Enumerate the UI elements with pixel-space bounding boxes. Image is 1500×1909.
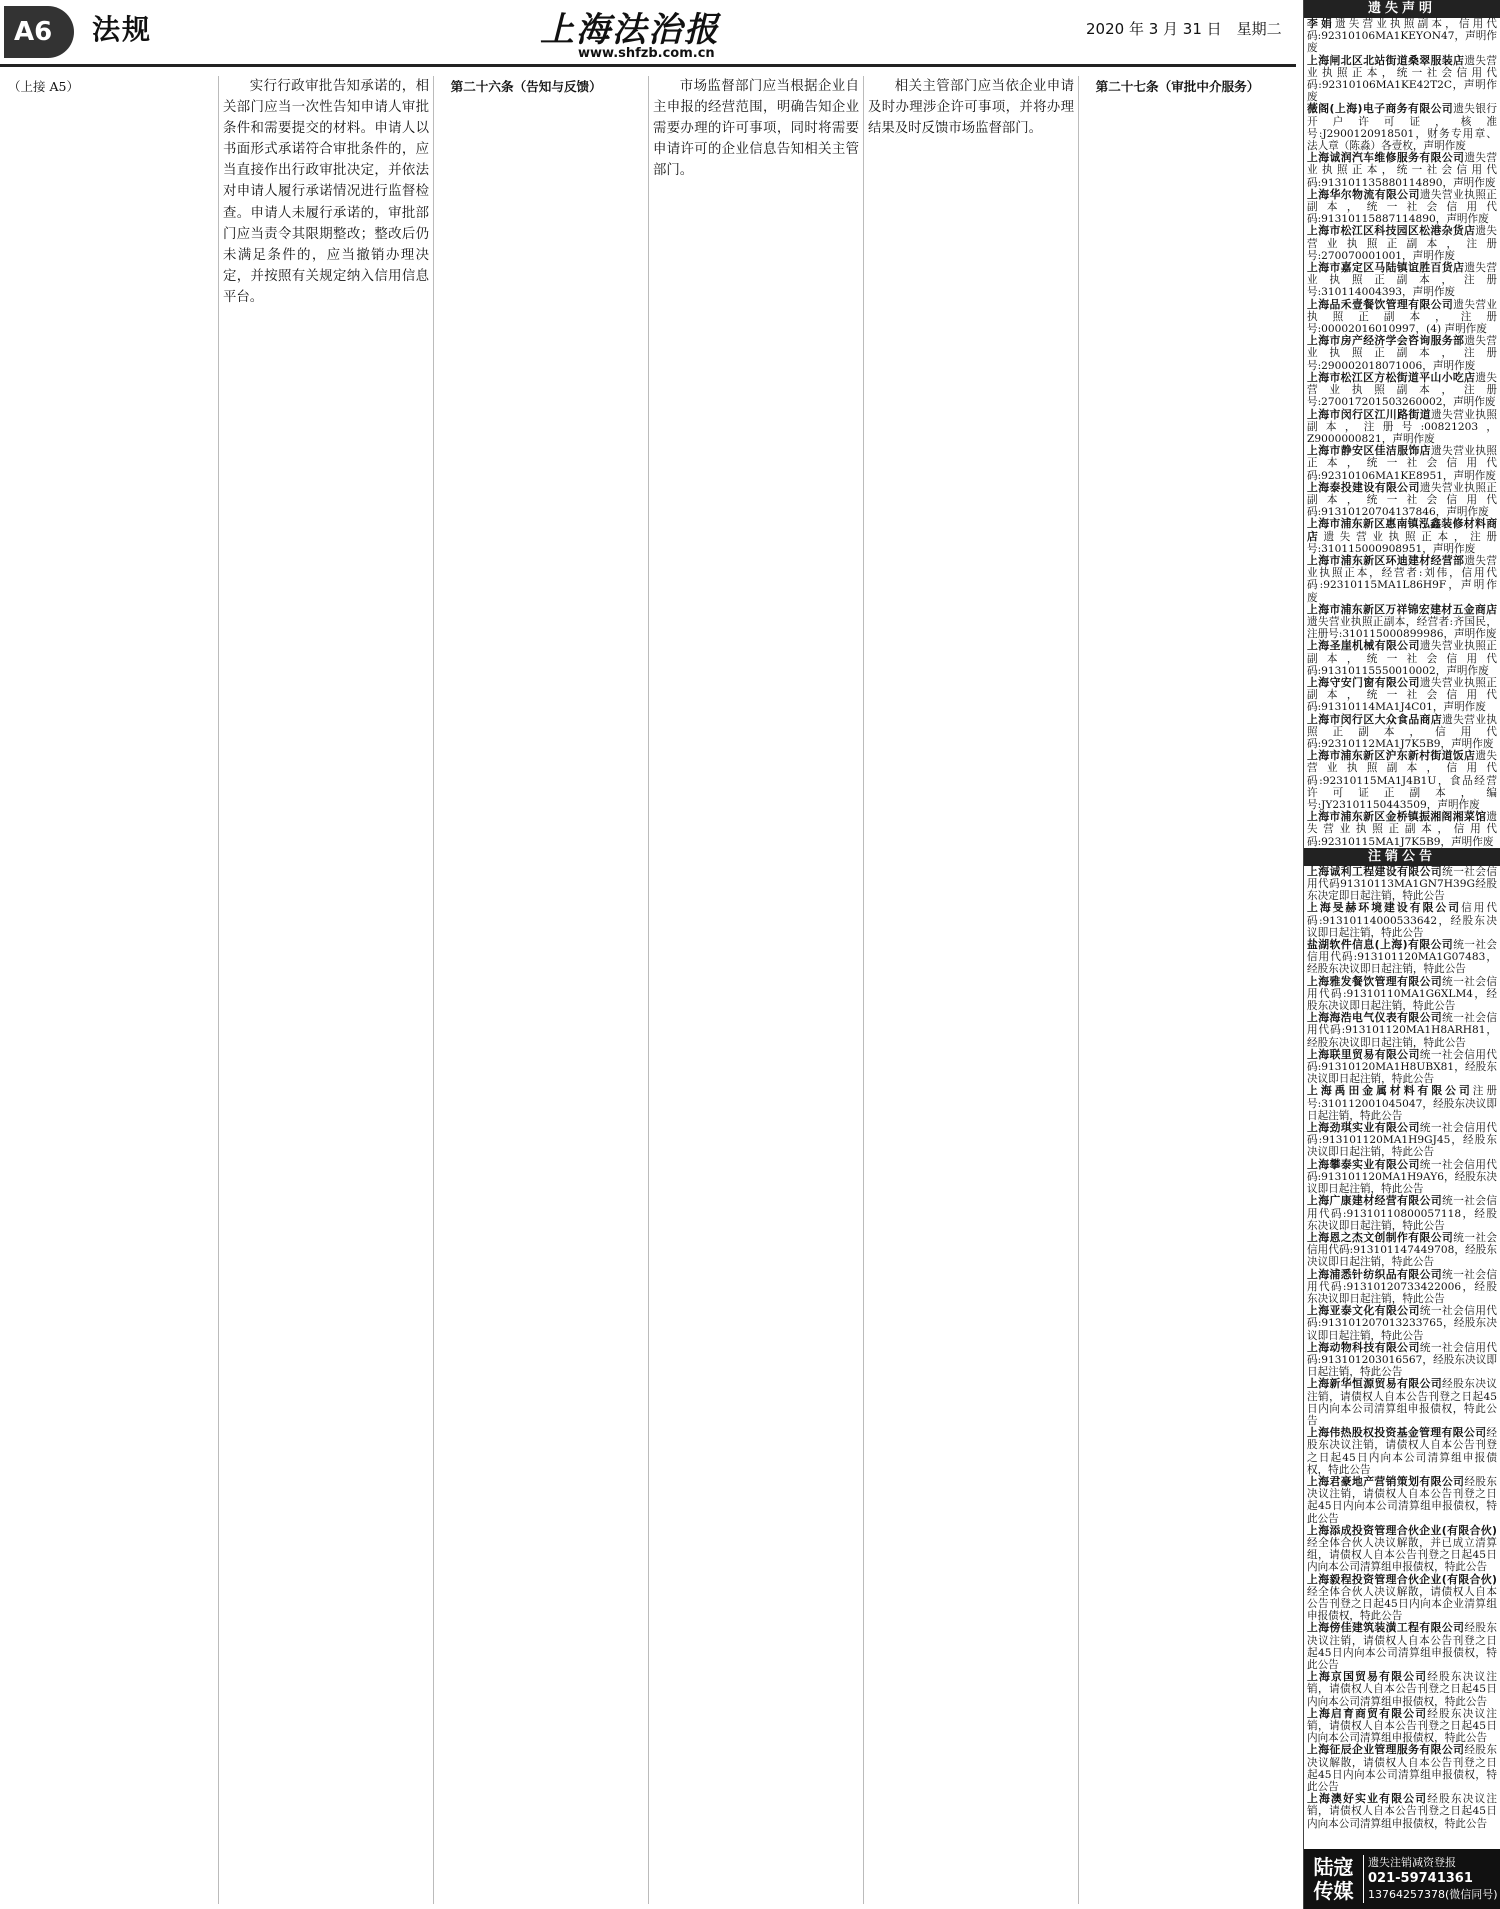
- ad-notice: [1304, 1305, 1500, 1342]
- ad-notice: [1304, 1744, 1500, 1793]
- ad-notice-text: 统一社会信用代码:913101147449708，经股东决议即日起注销，特此公告: [1307, 1231, 1498, 1269]
- ad-notice-text: 经股东决议注销，请债权人自本公告刊登之日起45日内向本公司清算组申报债权，特此公告: [1307, 1427, 1497, 1476]
- ad-company-name: 上海亚泰文化有限公司: [1307, 1304, 1420, 1318]
- ad-notice-text: 经股东决议注销，请债权人自本公告刊登之日起45日内向本公司清算组申报债权，特此公告: [1307, 1671, 1497, 1708]
- ad-notice-text: 经全体合伙人决议解散，请债权人自本公告刊登之日起45日内向本企业清算组申报债权，特此公告: [1307, 1585, 1497, 1623]
- ad-notice-text: 遗失营业执照正副本，信用代码:92310112MA1J7K5B9，声明作废: [1307, 713, 1498, 750]
- ad-company-name: 上海市闵行区大众食品商店: [1307, 712, 1443, 726]
- ad-notice-text: 统一社会信用代码:91310110MA1G6XLM4，经股东决议即日起注销，特此公告: [1307, 975, 1498, 1013]
- ad-notice: [1304, 866, 1500, 903]
- classified-ads-column: [1303, 0, 1500, 1909]
- ad-company-name: 上海市浦东新区万祥锦宏建材五金商店: [1307, 602, 1497, 616]
- ad-company-name: 上海市嘉定区马陆镇谊胜百货店: [1307, 261, 1465, 275]
- ad-notice-text: 遗失银行开户许可证，核准号:J2900120918501，财务专用章、法人章（陈淼）各壹枚，声明作废: [1307, 103, 1498, 153]
- ad-company-name: 上海诚利工程建设有限公司: [1307, 864, 1443, 878]
- ad-agency-service: 遗失注销减资登报: [1368, 1856, 1456, 1869]
- ad-notice: [1304, 677, 1500, 714]
- ad-company-name: 上海诚润汽车维修服务有限公司: [1307, 151, 1465, 165]
- ad-notice-text: 统一社会信用代码:913101120MA1H8ARH81，经股东决议即日起注销，特此公告: [1307, 1012, 1498, 1049]
- ad-notice: [1304, 335, 1500, 372]
- continued-from-note: （上接 A5）: [8, 79, 79, 94]
- ad-company-name: 上海启育商贸有限公司: [1307, 1706, 1428, 1720]
- ad-notice-text: 统一社会信用代码91310113MA1GN7H39G经股东决定即日起注销，特此公告: [1307, 865, 1498, 903]
- ad-company-name: 上海联里贸易有限公司: [1307, 1047, 1420, 1061]
- ad-company-name: 上海毅程投资管理合伙企业(有限合伙): [1307, 1572, 1497, 1586]
- ad-company-name: 上海市浦东新区金桥镇振湘阁湘菜馆: [1307, 810, 1487, 824]
- ad-notice-text: 遗失营业执照正本，统一社会信用代码:92310106MA1KE8951，声明作废: [1307, 445, 1498, 482]
- ad-notice-text: 经股东决议注销，请债权人自本公告刊登之日起45日内向本公司清算组申报债权，特此公告: [1307, 1622, 1498, 1672]
- ad-notice-text: 注册号:310112001045047，经股东决议即日起注销，特此公告: [1307, 1085, 1498, 1122]
- ad-agency-footer: [1304, 1849, 1500, 1909]
- ad-company-name: 上海君豪地产营销策划有限公司: [1307, 1474, 1465, 1488]
- ad-notice: [1304, 1427, 1500, 1476]
- ad-agency-name: 陆寇传媒: [1304, 1855, 1364, 1903]
- ad-notice-text: 统一社会信用代码:913101203016567，经股东决议即日起注销，特此公告: [1307, 1341, 1497, 1379]
- ad-notice-text: 遗失营业执照正本，统一社会信用代码:913101135880114890，声明作废: [1307, 152, 1498, 189]
- ad-agency-phone: 021-59741361: [1368, 1871, 1473, 1886]
- ad-notice-text: 经股东决议注销，请债权人自本公告刊登之日起45日内向本公司清算组申报债权，特此公告: [1307, 1793, 1497, 1830]
- ad-notice: [1304, 1793, 1500, 1830]
- ad-notice: [1304, 518, 1500, 555]
- ad-company-name: 上海市静安区佳洁服饰店: [1307, 444, 1432, 458]
- ad-notice-text: 统一社会信用代码:913101207013233765，经股东决议即日起注销，特此公告: [1307, 1305, 1497, 1342]
- ad-notice: [1304, 55, 1500, 104]
- ad-notice-text: 信用代码:91310114000533642，经股东决议即日起注销，特此公告: [1307, 902, 1497, 939]
- ad-notice-text: 遗失营业执照正副本，统一社会信用代码:91310115550010002，声明作废: [1307, 640, 1497, 677]
- paragraph: 实行行政审批告知承诺的，相关部门应当一次性告知申请人审批条件和需要提交的材料。申请人以书面形式承诺符合审批条件的，应当直接作出行政审批决定，并依法对申请人履行承诺情况进行监督检查。申请人未履行承诺的，审批部门应当责令其限期整改；整改后仍未满足条件的，应当撤销办理决定，并按照有关规定纳入信用信息平台。: [223, 79, 429, 305]
- ad-notice-text: 遗失营业执照正副本，统一社会信用代码:91310120704137846，声明作废: [1307, 481, 1497, 519]
- ad-notice-text: 统一社会信用代码:913101120MA1H9GJ45，经股东决议即日起注销，特此公告: [1307, 1122, 1497, 1159]
- article-column-1: [4, 76, 219, 1904]
- ad-notice-text: 统一社会信用代码:91310120MA1H8UBX81，经股东决议即日起注销，特此公告: [1307, 1048, 1497, 1086]
- masthead-divider: [0, 64, 1296, 67]
- section-title: 法规: [92, 13, 153, 46]
- ad-company-name: 上海劲琪实业有限公司: [1307, 1121, 1420, 1135]
- ad-company-name: 上海浦悉针纺织品有限公司: [1307, 1267, 1443, 1281]
- ad-notice: [1304, 1159, 1500, 1196]
- ad-notice: [1304, 409, 1500, 446]
- ad-company-name: 上海旻赫环境建设有限公司: [1307, 901, 1462, 915]
- article-heading: 第二十六条（告知与反馈）: [450, 79, 602, 94]
- ad-company-name: 上海澳好实业有限公司: [1307, 1792, 1428, 1806]
- ad-company-name: 上海傍佳建筑装潢工程有限公司: [1307, 1621, 1465, 1635]
- ad-company-name: 上海市浦东新区环迪建材经营部: [1307, 553, 1465, 567]
- ad-notice-text: 遗失营业执照正副本，注册号:270070001001，声明作废: [1307, 225, 1498, 262]
- ad-notice-text: 遗失营业执照正本，统一社会信用代码:92310106MA1KE42T2C，声明作废: [1307, 54, 1498, 104]
- article-column-4: [649, 76, 864, 1904]
- ad-notice: [1304, 103, 1500, 152]
- ad-company-name: 上海市闵行区江川路街道: [1307, 407, 1432, 421]
- ad-company-name: 上海伟热股权投资基金管理有限公司: [1307, 1426, 1487, 1440]
- masthead: [0, 0, 1300, 68]
- ad-company-name: 上海市浦东新区沪东新村街道饭店: [1307, 749, 1476, 763]
- ad-notice: [1304, 640, 1500, 677]
- ad-notice: [1304, 555, 1500, 604]
- ad-company-name: 上海市松江区科技园区松港杂货店: [1307, 224, 1476, 238]
- ad-company-name: 上海守安门窗有限公司: [1307, 675, 1420, 689]
- newspaper-url: www.shfzb.com.cn: [578, 46, 715, 61]
- ad-notice-text: 经股东决议注销，请债权人自本公告刊登之日起45日内向本公司清算组申报债权，特此公告: [1307, 1707, 1497, 1745]
- ad-company-name: 上海泰投建设有限公司: [1307, 480, 1420, 494]
- ad-notice: [1304, 1269, 1500, 1306]
- ad-notice: [1304, 939, 1500, 976]
- ad-notice-text: 遗失营业执照正副本，统一社会信用代码:91310114MA1J4C01，声明作废: [1307, 676, 1497, 714]
- ad-notice: [1304, 1476, 1500, 1525]
- ad-company-name: 薇阁(上海)电子商务有限公司: [1307, 102, 1454, 116]
- ad-notice-text: 遗失营业执照副本，注册号:00821203，Z9000000821，声明作废: [1307, 408, 1498, 445]
- ad-company-name: 上海市浦东新区惠南镇泓鑫装修材料商店: [1307, 517, 1497, 543]
- ad-company-name: 上海攀泰实业有限公司: [1307, 1157, 1420, 1171]
- cancellation-notice-list: [1304, 866, 1500, 1830]
- ad-notice-text: 统一社会信用代码:91310120733422006，经股东决议即日起注销，特此公告: [1307, 1268, 1498, 1305]
- ad-notice-text: 经股东决议注销，请债权人自本公告刊登之日起45日内向本公司清算组申报债权，特此公告: [1307, 1475, 1498, 1525]
- ad-notice: [1304, 1342, 1500, 1379]
- ad-notice: [1304, 976, 1500, 1013]
- ad-notice: [1304, 482, 1500, 519]
- ad-notice: [1304, 750, 1500, 811]
- ad-notice-text: 遗失营业执照副本，信用代码:92310106MA1KEYON47，声明作废: [1307, 18, 1498, 55]
- article-columns: [4, 76, 1296, 1904]
- ad-notice-text: 遗失营业执照正副本，统一社会信用代码:91310115887114890，声明作废: [1307, 188, 1497, 226]
- ad-notice: [1304, 1378, 1500, 1427]
- ad-company-name: 上海征辰企业管理服务有限公司: [1307, 1743, 1465, 1757]
- ad-company-name: 上海广康建材经营有限公司: [1307, 1194, 1443, 1208]
- ad-company-name: 上海闸北区北站街道桑翠服装店: [1307, 53, 1465, 67]
- ad-company-name: 上海禹田金属材料有限公司: [1307, 1084, 1473, 1098]
- ad-company-name: 盐湖软件信息(上海)有限公司: [1307, 938, 1454, 952]
- ad-company-name: 上海市松江区方松街道平山小吃店: [1307, 370, 1476, 384]
- paragraph: 相关主管部门应当依企业申请及时办理涉企许可事项，并将办理结果及时反馈市场监督部门。: [868, 79, 1074, 137]
- ad-notice: [1304, 445, 1500, 482]
- article-column-5: [864, 76, 1079, 1904]
- ad-company-name: 上海圣崖机械有限公司: [1307, 639, 1420, 653]
- ad-notice: [1304, 152, 1500, 189]
- ad-notice: [1304, 1574, 1500, 1623]
- ad-notice-text: 经股东决议解散，请债权人自本公告刊登之日起45日内向本公司清算组申报债权，特此公告: [1307, 1744, 1498, 1794]
- ad-notice-text: 遗失营业执照副本，信用代码:92310115MA1J4B1U，食品经营许可证正副本，编号:JY23101150443509，声明作废: [1307, 750, 1498, 811]
- ad-notice: [1304, 1622, 1500, 1671]
- paragraph: 市场监督部门应当根据企业自主申报的经营范围，明确告知企业需要办理的许可事项，同时将需要申请许可的企业信息告知相关主管部门。: [653, 79, 859, 179]
- ad-agency-mobile: 13764257378(微信同号): [1368, 1888, 1498, 1901]
- ad-company-name: 上海新华恒源贸易有限公司: [1307, 1377, 1443, 1391]
- ad-notice: [1304, 714, 1500, 751]
- article-column-2: [219, 76, 434, 1904]
- ad-notice: [1304, 1708, 1500, 1745]
- ad-notice-text: 统一社会信用代码:913101120MA1H9AY6，经股东决议即日起注销，特此公告: [1307, 1158, 1497, 1196]
- ad-notice: [1304, 189, 1500, 226]
- ad-notice-text: 经股东决议注销，请债权人自本公告刊登之日起45日内向本公司清算组申报债权，特此公告: [1307, 1378, 1498, 1427]
- ad-company-name: 上海添成投资管理合伙企业(有限合伙): [1307, 1523, 1497, 1537]
- ad-company-name: 上海品禾壹餐饮管理有限公司: [1307, 297, 1454, 311]
- ad-notice: [1304, 225, 1500, 262]
- ad-notice: [1304, 902, 1500, 939]
- newspaper-logo: 上海法治报: [540, 10, 720, 50]
- article-column-6: [1079, 76, 1294, 1904]
- ad-notice: [1304, 1085, 1500, 1122]
- ad-company-name: 上海市房产经济学会咨询服务部: [1307, 334, 1465, 348]
- ad-notice: [1304, 18, 1500, 55]
- ad-notice: [1304, 1525, 1500, 1574]
- ad-notice: [1304, 1122, 1500, 1159]
- ad-notice: [1304, 1049, 1500, 1086]
- lost-notice-list: [1304, 18, 1500, 848]
- ad-company-name: 上海雅发餐饮管理有限公司: [1307, 974, 1443, 988]
- ad-notice-text: 遗失营业执照正副本，注册号:290002018071006，声明作废: [1307, 335, 1498, 372]
- ad-company-name: 上海京国贸易有限公司: [1307, 1670, 1428, 1684]
- ad-notice: [1304, 1671, 1500, 1708]
- ad-notice-text: 统一社会信用代码:913101120MA1G07483，经股东决议即日起注销，特此公告: [1307, 939, 1498, 976]
- ad-company-name: 上海华尔物流有限公司: [1307, 187, 1420, 201]
- ad-notice: [1304, 372, 1500, 409]
- article-heading: 第二十七条（审批中介服务）: [1095, 79, 1260, 94]
- article-column-3: [434, 76, 649, 1904]
- ad-notice: [1304, 262, 1500, 299]
- ad-notice: [1304, 811, 1500, 848]
- ad-company-name: 上海恩之杰文创制作有限公司: [1307, 1230, 1454, 1244]
- ad-notice-text: 遗失营业执照正本，经营者:刘伟，信用代码:92310115MA1L86H9F，声明作废: [1307, 554, 1498, 604]
- ad-notice-text: 遗失营业执照正副本，注册号:00002016010997，(4) 声明作废: [1307, 298, 1498, 336]
- issue-date: 2020 年 3 月 31 日 星期二: [1086, 20, 1282, 38]
- ad-notice: [1304, 299, 1500, 336]
- ad-notice-text: 遗失营业执照副本，注册号:270017201503260002，声明作废: [1307, 371, 1498, 409]
- ad-notice: [1304, 1012, 1500, 1049]
- ad-company-name: 上海动物科技有限公司: [1307, 1340, 1420, 1354]
- ad-notice-text: 遗失营业执照正副本，经营者:齐国民，注册号:310115000899986，声明作废: [1307, 615, 1497, 641]
- ad-notice-text: 经全体合伙人决议解散，并已成立清算组，请债权人自本公告刊登之日起45日内向本公司清算组申报债权，特此公告: [1307, 1536, 1497, 1574]
- ad-company-name: 李娟: [1307, 17, 1335, 30]
- ad-notice: [1304, 1232, 1500, 1269]
- page-number-badge: A6: [4, 6, 74, 58]
- ad-notice-text: 遗失营业执照正副本，信用代码:92310115MA1J7K5B9，声明作废: [1307, 811, 1497, 848]
- cancellation-notice-header: 注销公告: [1304, 848, 1500, 866]
- ad-notice-text: 遗失营业执照正副本，注册号:310114004393，声明作废: [1307, 262, 1498, 299]
- lost-notice-header: 遗失声明: [1304, 0, 1500, 18]
- ad-notice-text: 统一社会信用代码:91310110800057118，经股东决议即日起注销，特此公告: [1307, 1195, 1498, 1232]
- ad-company-name: 上海海浩电气仪表有限公司: [1307, 1011, 1443, 1025]
- ad-notice: [1304, 1195, 1500, 1232]
- ad-notice-text: 遗失营业执照正本，注册号:310115000908951，声明作废: [1307, 530, 1498, 555]
- ad-notice: [1304, 604, 1500, 641]
